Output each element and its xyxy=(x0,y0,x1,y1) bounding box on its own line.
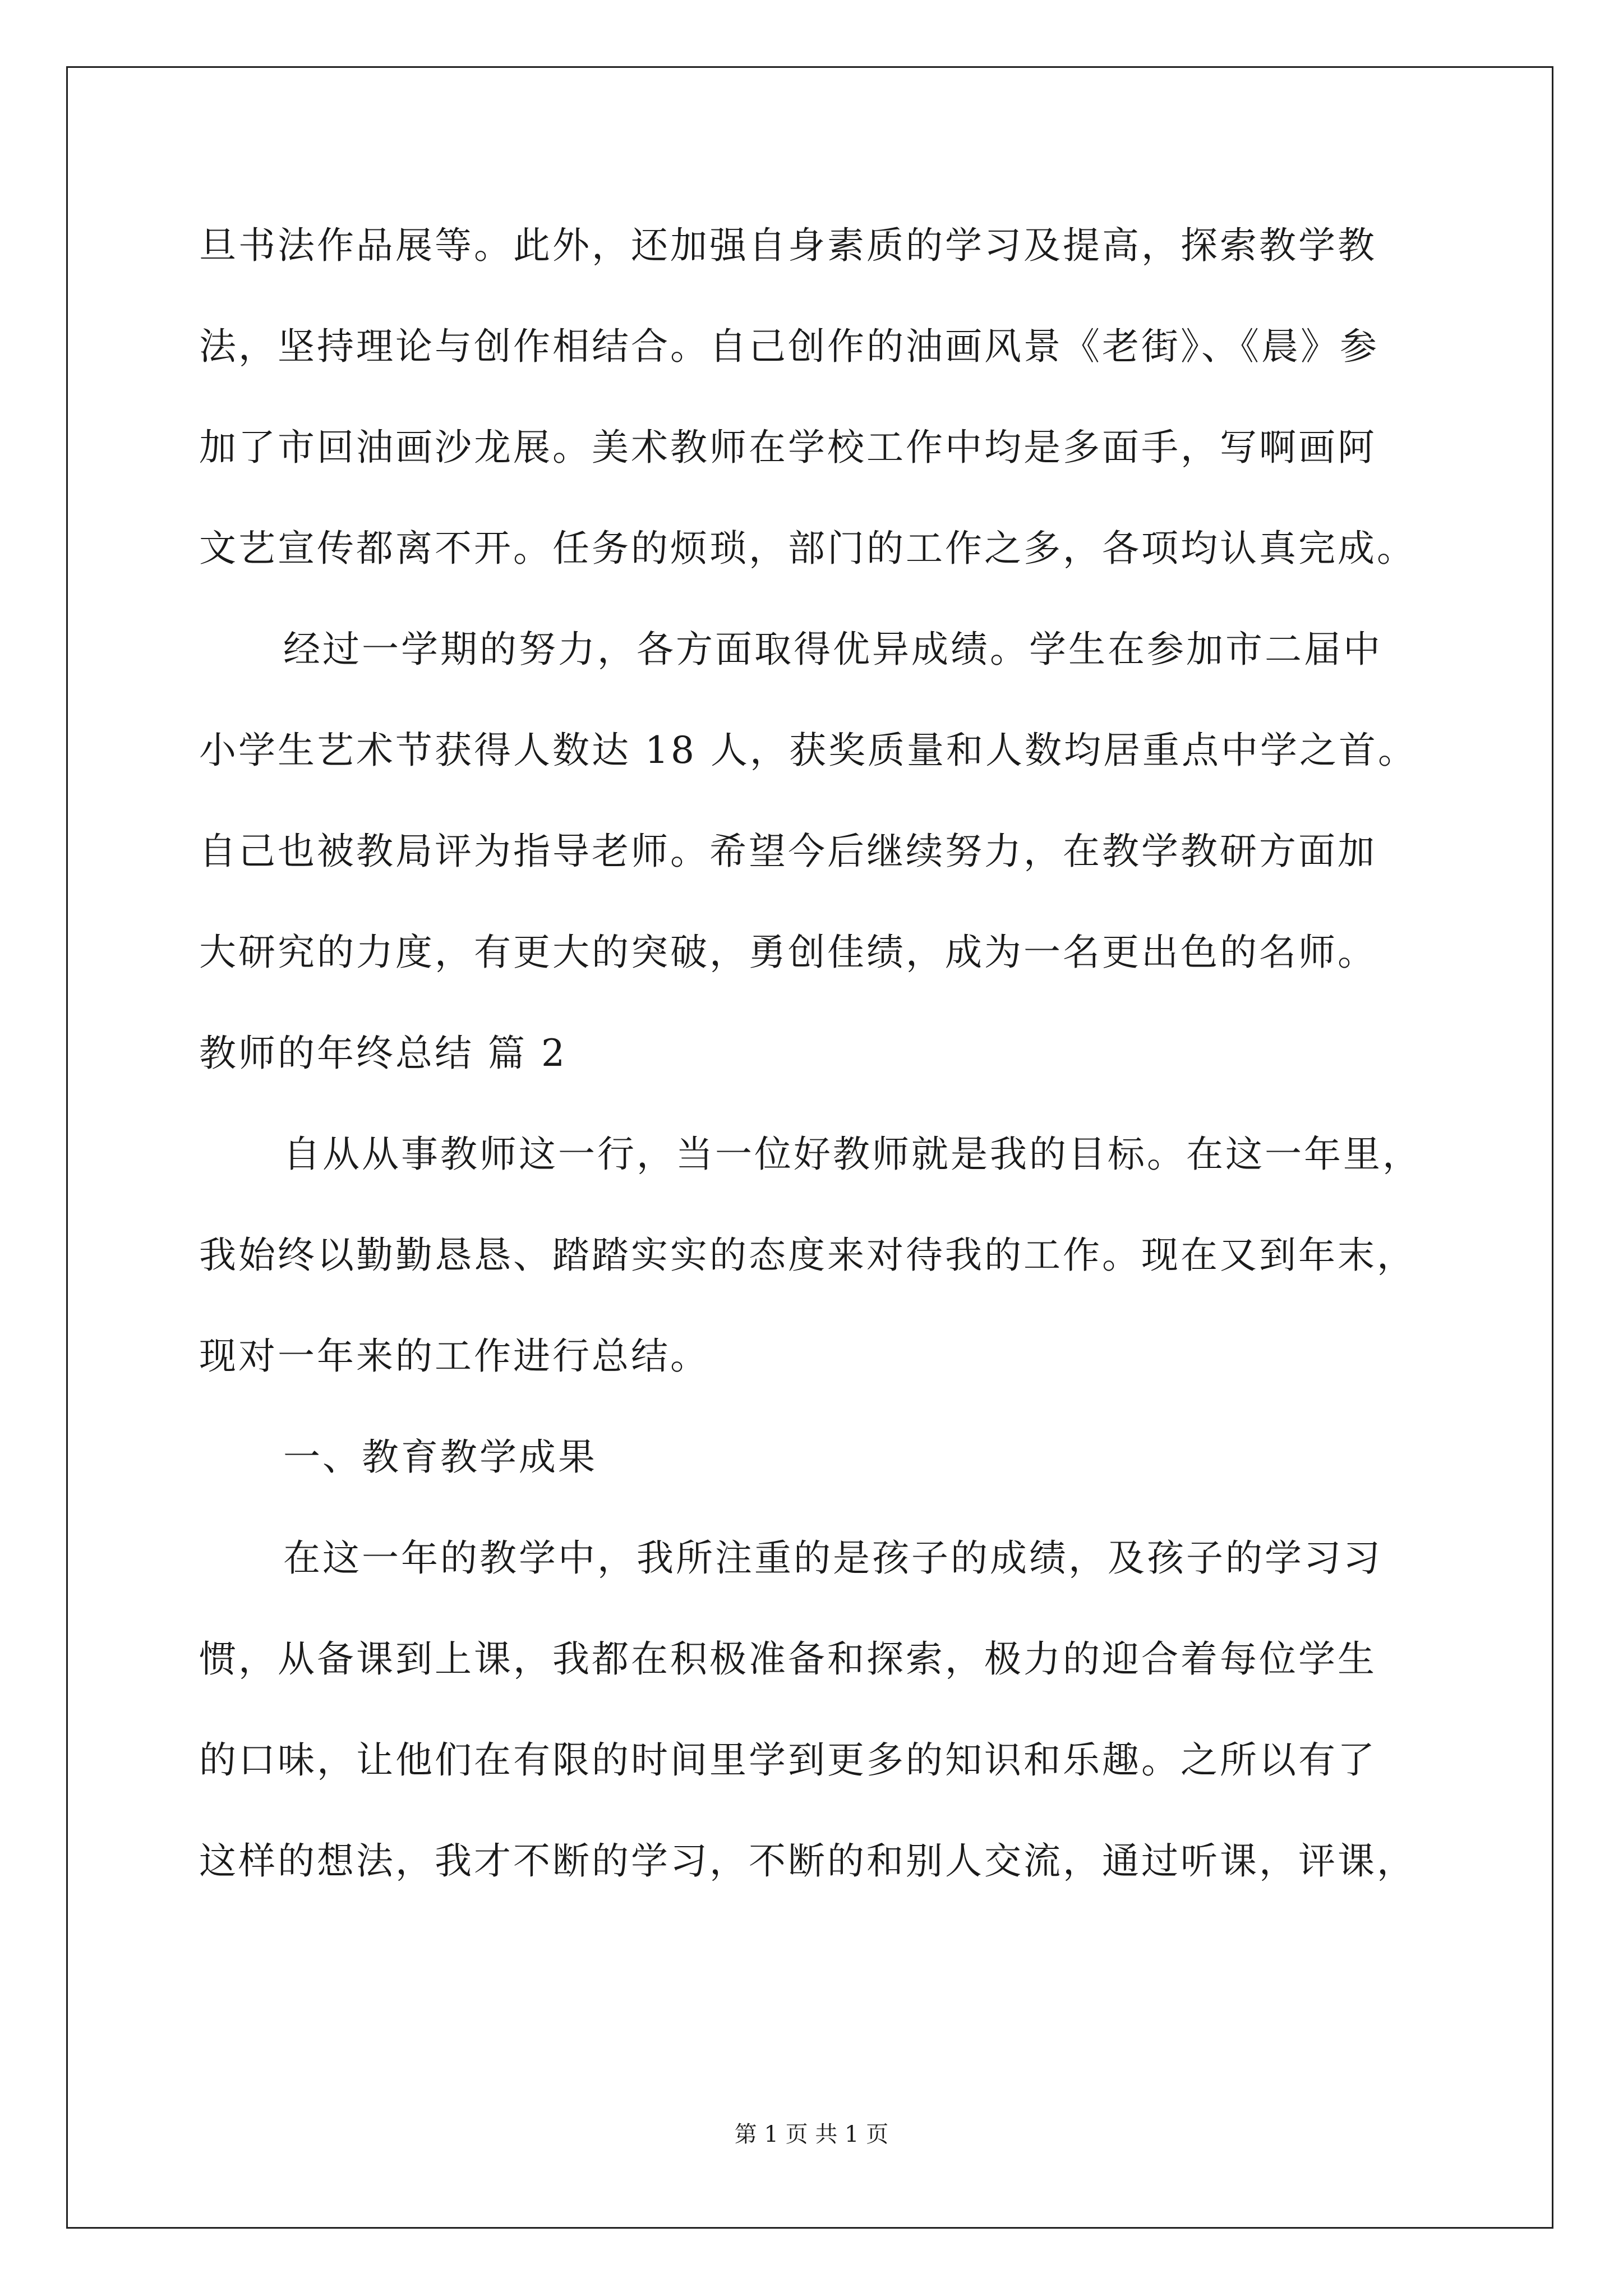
body-text-line: 文艺宣传都离不开。任务的烦琐，部门的工作之多，各项均认真完成。 xyxy=(199,527,1416,570)
body-text-line: 加了市回油画沙龙展。美术教师在学校工作中均是多面手，写啊画阿 xyxy=(199,426,1377,469)
section-heading: 教师的年终总结 篇 2 xyxy=(199,1032,567,1075)
subsection-heading: 一、教育教学成果 xyxy=(283,1435,597,1479)
page-footer: 第 1 页 共 1 页 xyxy=(734,2122,889,2147)
body-text-line: 我始终以勤勤恳恳、踏踏实实的态度来对待我的工作。现在又到年末， xyxy=(199,1234,1416,1277)
body-text-line: 大研究的力度，有更大的突破，勇创佳绩，成为一名更出色的名师。 xyxy=(199,931,1377,974)
body-text-line: 经过一学期的努力，各方面取得优异成绩。学生在参加市二届中 xyxy=(283,628,1382,671)
body-text-line: 现对一年来的工作进行总结。 xyxy=(199,1335,709,1378)
body-text-line: 旦书法作品展等。此外，还加强自身素质的学习及提高，探索教学教 xyxy=(199,224,1377,267)
body-text-line: 法，坚持理论与创作相结合。自己创作的油画风景《老街》、《晨》参 xyxy=(199,325,1379,368)
body-text-line: 惯，从备课到上课，我都在积极准备和探索，极力的迎合着每位学生 xyxy=(199,1637,1377,1681)
body-text-line: 自己也被教局评为指导老师。希望今后继续努力，在教学教研方面加 xyxy=(199,830,1377,873)
body-text-line: 的口味，让他们在有限的时间里学到更多的知识和乐趣。之所以有了 xyxy=(199,1738,1377,1782)
body-text-line: 自从从事教师这一行，当一位好教师就是我的目标。在这一年里， xyxy=(283,1133,1422,1176)
body-text-line: 小学生艺术节获得人数达 18 人，获奖质量和人数均居重点中学之首。 xyxy=(199,729,1417,772)
body-text-line: 这样的想法，我才不断的学习，不断的和别人交流，通过听课，评课， xyxy=(199,1839,1416,1883)
body-text-line: 在这一年的教学中，我所注重的是孩子的成绩，及孩子的学习习 xyxy=(283,1536,1382,1580)
